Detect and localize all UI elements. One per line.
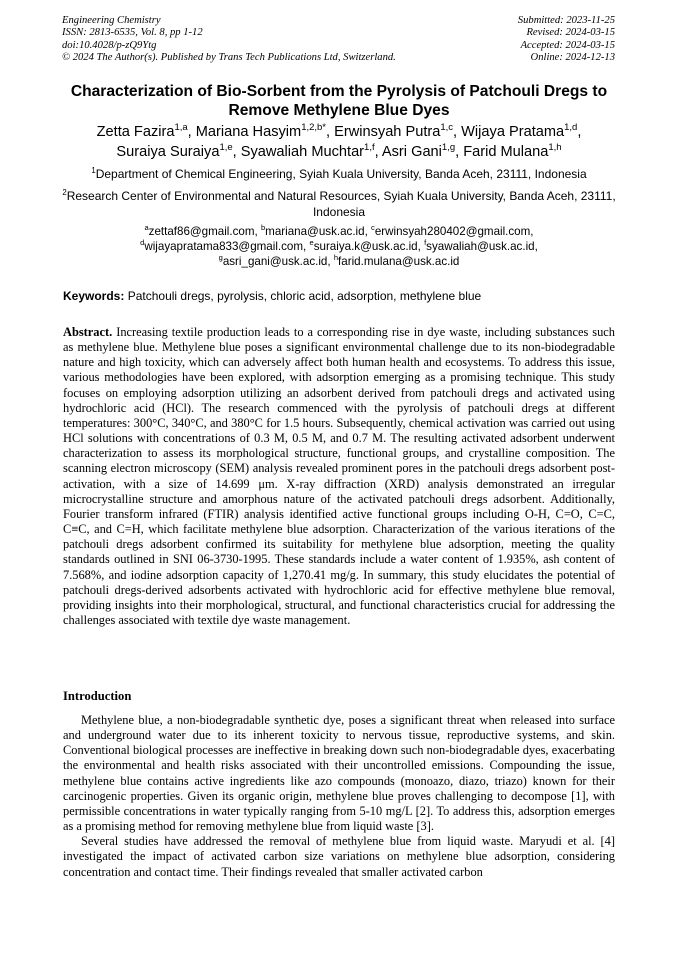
author-affiliation-marker: 1,h [548,141,562,153]
title-line-1: Characterization of Bio-Sorbent from the Pyrolysis of Patchouli Dregs to [70,83,608,100]
keywords [63,289,615,304]
journal-name: Engineering Chemistry [62,15,161,26]
author-affiliation-marker: 1,d [564,122,578,134]
email-link[interactable]: wijayapratama833@gmail.com [144,240,304,254]
accepted-date: Accepted: 2024-03-15 [520,39,615,51]
author-name: Farid Mulana [463,143,549,160]
affiliation-1: $^1$Department of Chemical Engineering, Syiah Kuala University, Banda Aceh, 23111, Indonesia [91,166,587,181]
paper-title [40,82,638,120]
author-affiliation-marker: 1,a [174,122,188,134]
online-date: Online: 2024-12-13 [530,52,615,64]
issn-volume: ISSN: 2813-6535, Vol. 8, pp 1-12 [62,27,203,39]
paragraph: Methylene blue, a non-biodegradable synthetic dye, poses a significant threat when released into surface and underground water due to its inherent toxicity to nervous tissue, reproductive systems, and skin. Conventional biological processes are ineffective in breaking down such non-biodegradable dyes, exacerbating the environmental and health risks associated with their uncontrolled emissions. Compounding the issue, methylene blue contains active ingredients like azo compounds (monoazo, diazo, triazo) known for their carcinogenic properties. Given its organic origin, methylene blue proves challenging to decompose [1], with permissible concentrations in water typically ranging from 5-10 mg/L [2]. To address this, adsorption emerges as a promising method for removing methylene blue from liquid waste [3]. [63,713,615,834]
abstract [63,325,615,628]
abstract-text: Increasing textile production leads to a corresponding rise in dye waste, including substances such as methylene blue. Methylene blue poses a significant environmental challenge due to its non-biodegradable nature and high toxicity, which can adversely affect both human health and ecosystems. To address this issue, various methodologies have been explored, with adsorption emerging as a promising technique. This study focuses on employing adsorption utilizing an adsorbent derived from patchouli dregs and activated using hydrochloric acid (HCl). The research commenced with the pyrolysis of patchouli dregs at different temperatures: 300°C, 340°C, and 380°C for 1.5 hours. Subsequently, chemical activation was carried out using HCl solutions with concentrations of 0.3 M, 0.5 M, and 0.7 M. The resulting activated adsorbent underwent characterization to assess its morphological structure, functional groups, and crystalline composition. The scanning electron microscopy (SEM) analysis revealed prominent pores in the patchouli dregs adsorbent post-activation, with a size of 14.699 μm. X-ray diffraction (XRD) analysis demonstrated an irregular microcrystalline structure and amorphous nature of the activated patchouli dregs adsorbent. Additionally, Fourier transform infrared (FTIR) analysis identified active functional groups including O-H, C=O, C=C, C≡C, and C=H, which facilitate methylene blue adsorption. Characterization of the various iterations of the patchouli dregs adsorbent confirmed its suitability for methylene blue adsorption, meeting the quality standards outlined in SNI 06-3730-1995. These standards include a water content of 1.935%, ash content of 7.568%, and iodine adsorption capacity of 1,270.41 mg/g. In summary, this study elucidates the potential of patchouli dregs-derived adsorbents activated with hydrochloric acid for effective methylene blue removal, providing insights into their morphological, structural, and functional characteristics crucial for addressing the challenges associated with textile dye waste management. [63,325,616,627]
email-link[interactable]: asri_gani@usk.ac.id [222,255,328,269]
email-link[interactable]: farid.mulana@usk.ac.id [338,255,460,269]
doi[interactable]: doi:10.4028/p-zQ9Ytg [62,39,157,51]
author-affiliation-marker: 1,f [364,141,375,153]
author-affiliation-marker: 1,c [440,122,454,134]
author-name: Wijaya Pratama [461,124,565,140]
paragraph: Several studies have addressed the removal of methylene blue from liquid waste. Maryudi et al. [4] investigated the impact of activated carbon size variations on methylene blue adsorption, considering concentration and contact time. Their findings revealed that smaller activated carbon [63,834,615,879]
keywords-text: Patchouli dregs, pyrolysis, chloric acid, adsorption, methylene blue [127,289,482,303]
author-affiliation-marker: 1,2,b* [301,122,326,134]
copyright: © 2024 The Author(s). Published by Trans Tech Publications Ltd, Switzerland. [62,52,396,64]
email-link[interactable]: suraiya.k@usk.ac.id [313,240,418,254]
author-name: Erwinsyah Putra [334,124,441,140]
author-name: Suraiya Suraiya [116,143,220,160]
revised-date: Revised: 2024-03-15 [526,27,615,39]
email-link[interactable]: mariana@usk.ac.id [265,225,365,238]
title-line-2: Remove Methylene Blue Dyes [228,102,450,119]
journal-info [62,15,396,65]
email-link[interactable]: syawaliah@usk.ac.id [426,240,535,254]
author-emails: $^a$zettaf86@gmail.com, $^b$mariana@usk.ac.id, $^c$erwinsyah280402@gmail.com, $^d$wijayapratama833@gmail.com, $^e$suraiya.k@usk.ac.id, $^f$syawaliah@usk.ac.id, $^g$asri_gani@usk.ac.id, $^h$farid.mulana@usk.ac.id [140,223,538,269]
affiliation-2: $^2$Research Center of Environmental and Natural Resources, Syiah Kuala University, Banda Aceh, 23111, Indonesia [62,188,616,219]
section-heading-introduction: Introduction [63,689,132,703]
author-list: Zetta Fazira$^{1,a}$, Mariana Hasyim$^{1,2,b*}$, Erwinsyah Putra$^{1,c}$, Wijaya Pratama$^{1,d}$, Suraiya Suraiya$^{1,e}$, Syawaliah Muchtar$^{1,f}$, Asri Gani$^{1,g}$, Farid Mulana$^{1,h}$ [96,122,582,160]
submitted-date: Submitted: 2023-11-25 [517,15,615,26]
author-name: Asri Gani [381,143,442,160]
abstract-label: Abstract. [63,325,113,339]
introduction-body [63,713,615,880]
author-name: Syawaliah Muchtar [240,143,365,160]
email-link[interactable]: zettaf86@gmail.com [148,225,255,238]
publication-dates [518,15,615,65]
email-link[interactable]: erwinsyah280402@gmail.com [374,225,531,238]
author-affiliation-marker: 1,e [219,141,233,153]
author-affiliation-marker: 1,g [441,141,456,153]
author-name: Mariana Hasyim [195,124,302,140]
author-name: Zetta Fazira [96,124,175,140]
keywords-label: Keywords: [63,289,125,303]
